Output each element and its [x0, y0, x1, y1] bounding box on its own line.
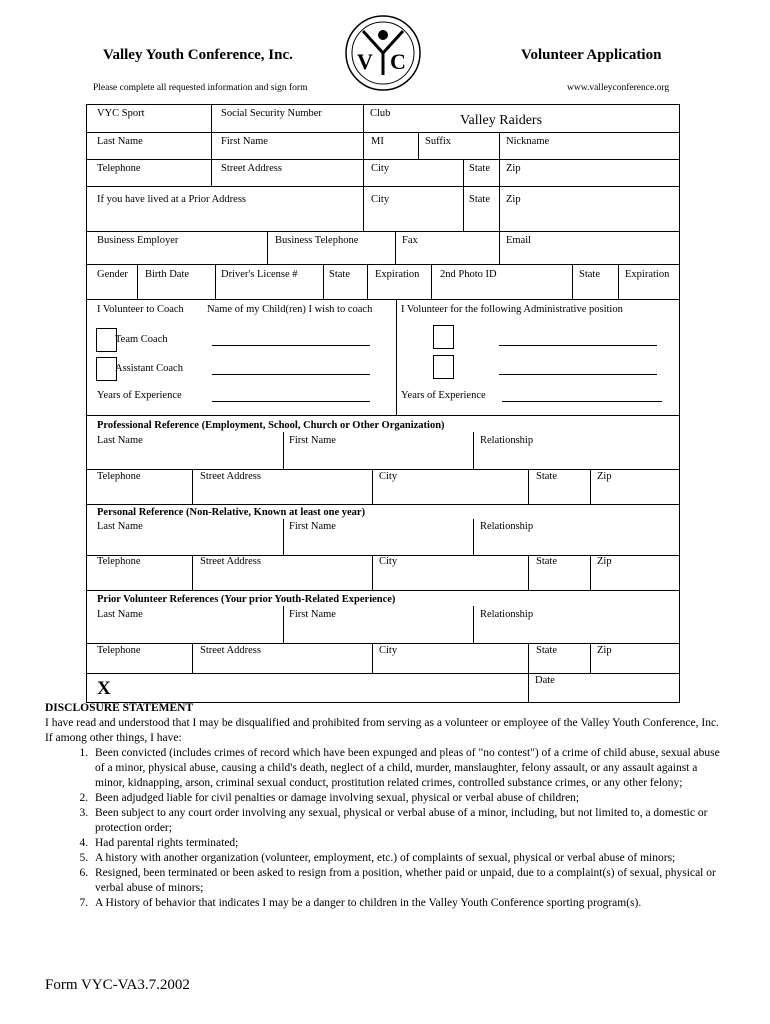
professional-reference-heading: Professional Reference (Employment, School, Church or Other Organization) — [97, 420, 445, 431]
vyc-logo — [343, 13, 423, 93]
nickname-label: Nickname — [506, 136, 550, 147]
fax-label: Fax — [402, 235, 418, 246]
mi-label: MI — [371, 136, 384, 147]
prof-first-name-label: First Name — [289, 435, 336, 446]
disclosure-item-2: 2. Been adjudged liable for civil penalties or damage involving sexual, physical or verbal abuse of children; — [91, 791, 725, 806]
team-coach-checkbox[interactable] — [96, 328, 117, 352]
date-label: Date — [535, 675, 555, 686]
suffix-label: Suffix — [425, 136, 452, 147]
photo-id-state-label: State — [579, 269, 600, 280]
team-coach-label: Team Coach — [115, 334, 168, 345]
admin-years-experience-label: Years of Experience — [401, 390, 486, 401]
application-form — [86, 104, 680, 703]
disclosure-statement — [45, 701, 725, 911]
disclosure-item-4: 4. Had parental rights terminated; — [91, 836, 725, 851]
dl-expiration-label: Expiration — [375, 269, 420, 280]
prof-state-label: State — [536, 471, 557, 482]
prior-zip-label: Zip — [597, 645, 612, 656]
club-value[interactable]: Valley Raiders — [460, 113, 543, 128]
prior-address-label: If you have lived at a Prior Address — [97, 194, 247, 205]
personal-reference-heading: Personal Reference (Non-Relative, Known at least one year) — [97, 507, 366, 518]
second-photo-id-label: 2nd Photo ID — [440, 269, 497, 280]
disclosure-item-3: 3. Been subject to any court order involving any sexual, physical or verbal abuse of a minor, including, but not limited to, a domestic or protection order; — [91, 806, 725, 836]
prior-first-name-label: First Name — [289, 609, 336, 620]
admin-position-2-checkbox[interactable] — [433, 355, 454, 379]
assistant-coach-child-line[interactable] — [212, 374, 370, 375]
pers-last-name-label: Last Name — [97, 521, 143, 532]
admin-years-experience-line[interactable] — [502, 401, 662, 402]
pers-relationship-label: Relationship — [480, 521, 534, 532]
club-label: Club — [370, 108, 391, 119]
prior-state-label: State — [536, 645, 557, 656]
prior-street-address-label: Street Address — [200, 645, 261, 656]
website: www.valleyconference.org — [567, 83, 670, 93]
assistant-coach-label: Assistant Coach — [115, 363, 183, 374]
document-title: Volunteer Application — [521, 47, 662, 63]
street-address-label: Street Address — [221, 163, 282, 174]
prior-last-name-label: Last Name — [97, 609, 143, 620]
volunteer-admin-label: I Volunteer for the following Administrative position — [401, 304, 623, 315]
coach-years-experience-line[interactable] — [212, 401, 370, 402]
disclosure-item-1: 1. Been convicted (includes crimes of record which have been expunged and pleas of "no contest") of a crime of child abuse, sexual abuse of a minor, physical abuse, causing a child's death, neglect of a child, murder, manslaughter, felony assault, or any assault against a minor, kidnapping, arson, criminal sexual conduct, prostitution related crimes, controlled substance crimes, or any other felony; — [91, 746, 725, 791]
prior-city-label: City — [371, 194, 390, 205]
pers-first-name-label: First Name — [289, 521, 336, 532]
prof-zip-label: Zip — [597, 471, 612, 482]
zip-label: Zip — [506, 163, 521, 174]
prior-city-label: City — [379, 645, 398, 656]
disclosure-heading: DISCLOSURE STATEMENT — [45, 702, 194, 714]
admin-position-1-line[interactable] — [499, 345, 657, 346]
instructions: Please complete all requested information and sign form — [93, 83, 308, 93]
business-employer-label: Business Employer — [97, 235, 179, 246]
gender-label: Gender — [97, 269, 128, 280]
prior-telephone-label: Telephone — [97, 645, 141, 656]
disclosure-list — [45, 746, 725, 911]
coach-years-experience-label: Years of Experience — [97, 390, 182, 401]
disclosure-item-5: 5. A history with another organization (volunteer, employment, etc.) of complaints of sexual, physical or verbal abuse of minors; — [91, 851, 725, 866]
admin-position-2-line[interactable] — [499, 374, 657, 375]
dl-state-label: State — [329, 269, 350, 280]
disclosure-item-6: 6. Resigned, been terminated or been asked to resign from a position, whether paid or unpaid, due to a complaint(s) of sexual, physical or verbal abuse of minors; — [91, 866, 725, 896]
state-label: State — [469, 163, 490, 174]
child-names-label: Name of my Child(ren) I wish to coach — [207, 304, 373, 315]
pers-street-address-label: Street Address — [200, 556, 261, 567]
ssn-label: Social Security Number — [221, 108, 322, 119]
team-coach-child-line[interactable] — [212, 345, 370, 346]
signature-mark[interactable]: X — [97, 678, 111, 699]
disclosure-intro: I have read and understood that I may be disqualified and prohibited from serving as a volunteer or employee of the Valley Youth Conference, Inc. If among other things, I have: — [45, 717, 719, 744]
vyc-sport-label: VYC Sport — [97, 108, 145, 119]
svg-text:C: C — [390, 49, 406, 74]
svg-text:V: V — [357, 49, 373, 74]
photo-id-expiration-label: Expiration — [625, 269, 670, 280]
pers-city-label: City — [379, 556, 398, 567]
prof-city-label: City — [379, 471, 398, 482]
pers-zip-label: Zip — [597, 556, 612, 567]
prof-last-name-label: Last Name — [97, 435, 143, 446]
first-name-label: First Name — [221, 136, 268, 147]
last-name-label: Last Name — [97, 136, 143, 147]
prof-telephone-label: Telephone — [97, 471, 141, 482]
prior-zip-label: Zip — [506, 194, 521, 205]
pers-telephone-label: Telephone — [97, 556, 141, 567]
prof-street-address-label: Street Address — [200, 471, 261, 482]
admin-position-1-checkbox[interactable] — [433, 325, 454, 349]
form-id: Form VYC-VA3.7.2002 — [45, 977, 190, 993]
prior-volunteer-reference-heading: Prior Volunteer References (Your prior Youth-Related Experience) — [97, 594, 396, 605]
birth-date-label: Birth Date — [145, 269, 190, 280]
telephone-label: Telephone — [97, 163, 141, 174]
email-label: Email — [506, 235, 532, 246]
org-title: Valley Youth Conference, Inc. — [103, 47, 293, 63]
prior-relationship-label: Relationship — [480, 609, 534, 620]
business-telephone-label: Business Telephone — [275, 235, 359, 246]
city-label: City — [371, 163, 390, 174]
pers-state-label: State — [536, 556, 557, 567]
drivers-license-label: Driver's License # — [221, 269, 298, 280]
volunteer-coach-label: I Volunteer to Coach — [97, 304, 184, 315]
prior-state-label: State — [469, 194, 490, 205]
assistant-coach-checkbox[interactable] — [96, 357, 117, 381]
prof-relationship-label: Relationship — [480, 435, 534, 446]
disclosure-item-7: 7. A History of behavior that indicates I may be a danger to children in the Valley Youth Conference sporting program(s). — [91, 896, 725, 911]
